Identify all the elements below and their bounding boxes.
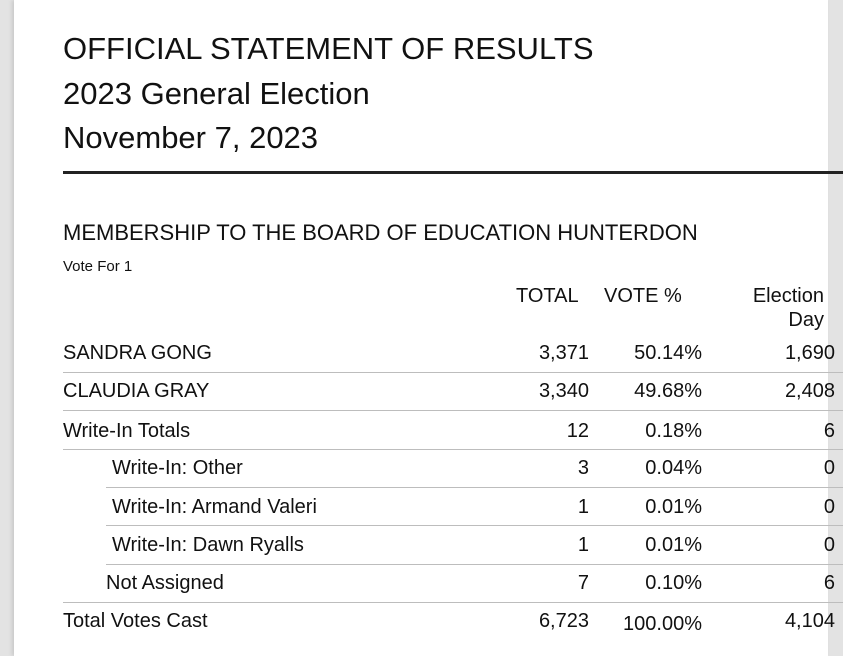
vote-for-label: Vote For 1 xyxy=(63,258,133,275)
candidate-name: Write-In: Dawn Ryalls xyxy=(112,534,304,556)
election-day-votes: 4,104 xyxy=(784,610,835,632)
total-votes: 1 xyxy=(577,496,589,518)
row-divider xyxy=(106,487,843,488)
candidate-name: Write-In: Armand Valeri xyxy=(112,496,317,518)
election-day-votes: 0 xyxy=(823,496,835,518)
vote-percent: 100.00% xyxy=(623,613,702,635)
total-votes: 12 xyxy=(566,420,589,442)
vote-percent: 0.10% xyxy=(645,572,702,594)
total-votes: 3,371 xyxy=(538,342,589,364)
election-day-votes: 6 xyxy=(823,572,835,594)
election-name: 2023 General Election xyxy=(63,76,370,111)
table-row-total xyxy=(63,603,843,639)
vote-percent: 0.01% xyxy=(645,496,702,518)
election-day-votes: 6 xyxy=(823,420,835,442)
total-votes: 3 xyxy=(577,457,589,479)
table-row xyxy=(63,413,843,449)
table-row xyxy=(63,565,843,601)
results-document xyxy=(14,0,835,656)
total-votes: 1 xyxy=(577,534,589,556)
vote-percent: 0.01% xyxy=(645,534,702,556)
candidate-name: Total Votes Cast xyxy=(63,610,208,632)
table-row xyxy=(63,489,843,525)
candidate-name: Write-In Totals xyxy=(63,420,191,442)
vote-percent: 50.14% xyxy=(634,342,702,364)
candidate-name: Not Assigned xyxy=(106,572,224,594)
column-header-election-day xyxy=(753,284,824,332)
column-header-election-day-line2: Day xyxy=(788,309,824,331)
total-votes: 3,340 xyxy=(538,380,589,402)
document-title: OFFICIAL STATEMENT OF RESULTS xyxy=(63,31,594,66)
row-divider xyxy=(106,525,843,526)
table-row xyxy=(63,527,843,563)
total-votes: 7 xyxy=(577,572,589,594)
vote-percent: 0.04% xyxy=(645,457,702,479)
column-header-total: TOTAL xyxy=(516,285,579,307)
candidate-name: SANDRA GONG xyxy=(63,342,212,364)
contest-title: MEMBERSHIP TO THE BOARD OF EDUCATION HUNTERDON xyxy=(63,220,698,245)
table-row xyxy=(63,373,843,409)
total-votes: 6,723 xyxy=(538,610,589,632)
table-row xyxy=(63,450,843,486)
election-date: November 7, 2023 xyxy=(63,120,319,155)
election-day-votes: 0 xyxy=(823,457,835,479)
election-day-votes: 0 xyxy=(823,534,835,556)
table-row xyxy=(63,335,843,371)
election-day-votes: 2,408 xyxy=(784,380,835,402)
column-header-election-day-line1: Election xyxy=(752,285,824,307)
row-divider xyxy=(63,410,843,411)
vote-percent: 0.18% xyxy=(645,420,702,442)
header-divider xyxy=(63,171,843,174)
election-day-votes: 1,690 xyxy=(784,342,835,364)
candidate-name: Write-In: Other xyxy=(112,457,243,479)
candidate-name: CLAUDIA GRAY xyxy=(63,380,210,402)
vote-percent: 49.68% xyxy=(634,380,702,402)
column-header-vote-pct: VOTE % xyxy=(604,285,682,307)
